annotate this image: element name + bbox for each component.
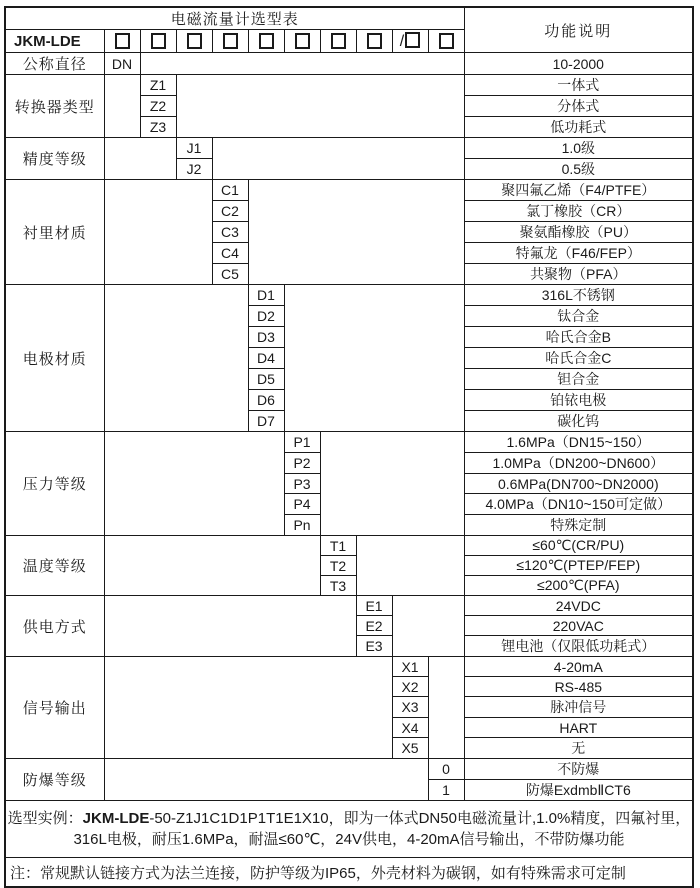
option-row-J1 xyxy=(5,138,693,159)
code-T2: T2 xyxy=(320,556,356,576)
option-row-D1 xyxy=(5,285,693,306)
code-P2: P2 xyxy=(284,453,320,474)
selection-example xyxy=(5,801,693,858)
selection-table xyxy=(4,6,694,888)
empty-cell xyxy=(104,759,428,801)
category-explosion-proof-rating: 防爆等级 xyxy=(5,759,104,801)
category-electrode-material: 电极材质 xyxy=(5,285,104,432)
checkbox-square-icon xyxy=(115,33,130,49)
category-nominal-diameter: 公称直径 xyxy=(5,53,104,75)
function-column-header: 功能说明 xyxy=(464,7,693,53)
checkbox-square-icon xyxy=(405,32,420,48)
model-checkbox-cell-2 xyxy=(140,30,176,53)
description-C4: 特氟龙（F46/FEP） xyxy=(464,243,693,264)
option-row-0 xyxy=(5,759,693,780)
description-Z1: 一体式 xyxy=(464,75,693,96)
description-D6: 铂铱电极 xyxy=(464,390,693,411)
description-E3: 锂电池（仅限低功耗式） xyxy=(464,636,693,657)
category-power-supply: 供电方式 xyxy=(5,596,104,657)
code-X2: X2 xyxy=(392,677,428,697)
code-Z2: Z2 xyxy=(140,96,176,117)
description-0: 不防爆 xyxy=(464,759,693,780)
description-C1: 聚四氟乙烯（F4/PTFE） xyxy=(464,180,693,201)
code-C2: C2 xyxy=(212,201,248,222)
empty-cell xyxy=(392,596,464,657)
code-E3: E3 xyxy=(356,636,392,657)
code-C5: C5 xyxy=(212,264,248,285)
slash-separator: / xyxy=(399,32,405,50)
model-checkbox-cell-6 xyxy=(284,30,320,53)
model-checkbox-cell-4 xyxy=(212,30,248,53)
code-X4: X4 xyxy=(392,718,428,738)
code-D5: D5 xyxy=(248,369,284,390)
example-line-2: 316L电极，耐压1.6MPa，耐温≤60℃，24V供电，4-20mA信号输出，不带防爆功能 xyxy=(73,831,625,848)
description-E1: 24VDC xyxy=(464,596,693,616)
code-P4: P4 xyxy=(284,494,320,515)
code-T3: T3 xyxy=(320,576,356,596)
description-P2: 1.0MPa（DN200~DN600） xyxy=(464,453,693,474)
code-Pn: Pn xyxy=(284,515,320,536)
example-text: -50-Z1J1C1D1P1T1E1X10，即为一体式DN50电磁流量计,1.0%精度，四氟衬里， xyxy=(149,810,691,827)
code-C4: C4 xyxy=(212,243,248,264)
model-checkbox-cell-5 xyxy=(248,30,284,53)
code-X1: X1 xyxy=(392,657,428,677)
empty-cell xyxy=(104,596,356,657)
description-D7: 碳化钨 xyxy=(464,411,693,432)
code-T1: T1 xyxy=(320,536,356,556)
code-D1: D1 xyxy=(248,285,284,306)
table-title: 电磁流量计选型表 xyxy=(5,7,464,30)
category-pressure-rating: 压力等级 xyxy=(5,432,104,536)
description-T3: ≤200℃(PFA) xyxy=(464,576,693,596)
code-1: 1 xyxy=(428,780,464,801)
code-X5: X5 xyxy=(392,738,428,759)
code-D3: D3 xyxy=(248,327,284,348)
example-prefix: 选型实例： xyxy=(7,810,83,827)
model-checkbox-cell-10 xyxy=(428,30,464,53)
description-D3: 哈氏合金B xyxy=(464,327,693,348)
description-1: 防爆ExdmbⅡCT6 xyxy=(464,780,693,801)
category-temperature-rating: 温度等级 xyxy=(5,536,104,596)
description-X1: 4-20mA xyxy=(464,657,693,677)
empty-cell xyxy=(428,657,464,759)
description-D1: 316L不锈钢 xyxy=(464,285,693,306)
empty-cell xyxy=(320,432,464,536)
option-row-T1 xyxy=(5,536,693,556)
empty-cell xyxy=(104,180,212,285)
note-row xyxy=(5,858,693,888)
checkbox-square-icon xyxy=(151,33,166,49)
empty-cell xyxy=(248,180,464,285)
empty-cell xyxy=(212,138,464,180)
description-P4: 4.0MPa（DN10~150可定做） xyxy=(464,494,693,515)
description-Pn: 特殊定制 xyxy=(464,515,693,536)
empty-cell xyxy=(356,536,464,596)
code-D7: D7 xyxy=(248,411,284,432)
code-D2: D2 xyxy=(248,306,284,327)
description-P1: 1.6MPa（DN15~150） xyxy=(464,432,693,453)
description-D5: 钽合金 xyxy=(464,369,693,390)
description-DN: 10-2000 xyxy=(464,53,693,75)
code-E2: E2 xyxy=(356,616,392,636)
model-checkbox-cell-1 xyxy=(104,30,140,53)
description-Z3: 低功耗式 xyxy=(464,117,693,138)
note-text: 注：常规默认链接方式为法兰连接，防护等级为IP65，外壳材料为碳钢，如有特殊需求可定制 xyxy=(5,858,693,888)
option-row-P1 xyxy=(5,432,693,453)
category-accuracy-class: 精度等级 xyxy=(5,138,104,180)
empty-cell xyxy=(176,75,464,138)
description-E2: 220VAC xyxy=(464,616,693,636)
model-checkbox-cell-9 xyxy=(392,30,428,53)
example-line-1 xyxy=(7,808,691,829)
description-C3: 聚氨酯橡胶（PU） xyxy=(464,222,693,243)
description-X2: RS-485 xyxy=(464,677,693,697)
description-J2: 0.5级 xyxy=(464,159,693,180)
description-J1: 1.0级 xyxy=(464,138,693,159)
description-X3: 脉冲信号 xyxy=(464,697,693,718)
code-E1: E1 xyxy=(356,596,392,616)
code-Z3: Z3 xyxy=(140,117,176,138)
empty-cell xyxy=(284,285,464,432)
model-checkbox-cell-8 xyxy=(356,30,392,53)
category-converter-type: 转换器类型 xyxy=(5,75,104,138)
empty-cell xyxy=(104,75,140,138)
checkbox-square-icon xyxy=(331,33,346,49)
empty-cell xyxy=(104,657,392,759)
description-C2: 氯丁橡胶（CR） xyxy=(464,201,693,222)
model-prefix: JKM-LDE xyxy=(5,30,104,53)
checkbox-square-icon xyxy=(187,33,202,49)
option-row-C1 xyxy=(5,180,693,201)
code-D4: D4 xyxy=(248,348,284,369)
code-C1: C1 xyxy=(212,180,248,201)
option-row-E1 xyxy=(5,596,693,616)
code-0: 0 xyxy=(428,759,464,780)
option-row-X1 xyxy=(5,657,693,677)
description-T1: ≤60℃(CR/PU) xyxy=(464,536,693,556)
title-row xyxy=(5,7,693,30)
description-X4: HART xyxy=(464,718,693,738)
description-Z2: 分体式 xyxy=(464,96,693,117)
code-J2: J2 xyxy=(176,159,212,180)
description-D2: 钛合金 xyxy=(464,306,693,327)
checkbox-square-icon xyxy=(295,33,310,49)
option-row-Z1 xyxy=(5,75,693,96)
empty-cell xyxy=(104,536,320,596)
checkbox-square-icon xyxy=(367,33,382,49)
empty-cell xyxy=(104,285,248,432)
option-row-DN xyxy=(5,53,693,75)
description-X5: 无 xyxy=(464,738,693,759)
code-P3: P3 xyxy=(284,474,320,494)
code-P1: P1 xyxy=(284,432,320,453)
description-P3: 0.6MPa(DN700~DN2000) xyxy=(464,474,693,494)
description-D4: 哈氏合金C xyxy=(464,348,693,369)
code-J1: J1 xyxy=(176,138,212,159)
model-checkbox-cell-3 xyxy=(176,30,212,53)
model-checkbox-cell-7 xyxy=(320,30,356,53)
empty-cell xyxy=(104,138,176,180)
checkbox-square-icon xyxy=(259,33,274,49)
example-row xyxy=(5,801,693,858)
code-Z1: Z1 xyxy=(140,75,176,96)
empty-cell xyxy=(104,432,284,536)
description-T2: ≤120℃(PTEP/FEP) xyxy=(464,556,693,576)
checkbox-square-icon xyxy=(223,33,238,49)
code-X3: X3 xyxy=(392,697,428,718)
description-C5: 共聚物（PFA） xyxy=(464,264,693,285)
code-D6: D6 xyxy=(248,390,284,411)
checkbox-square-icon xyxy=(439,33,454,49)
category-liner-material: 衬里材质 xyxy=(5,180,104,285)
category-signal-output: 信号输出 xyxy=(5,657,104,759)
code-C3: C3 xyxy=(212,222,248,243)
code-DN: DN xyxy=(104,53,140,75)
empty-cell xyxy=(140,53,464,75)
example-model-code: JKM-LDE xyxy=(82,810,150,827)
